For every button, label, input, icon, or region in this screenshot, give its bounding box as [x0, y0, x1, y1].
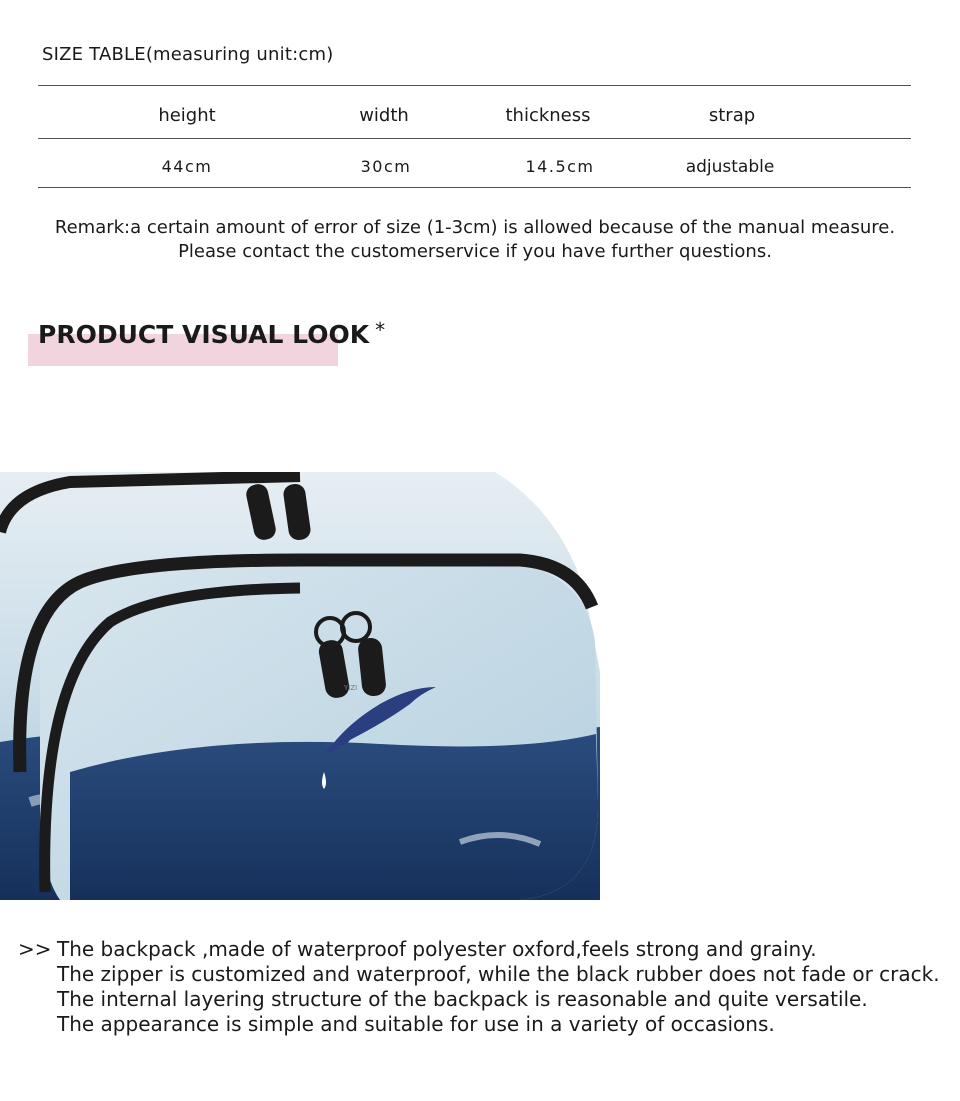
remark-line-1: Remark:a certain amount of error of size (1-3cm) is allowed because of the manual measure. — [54, 217, 896, 238]
description-bullet: >> — [18, 937, 52, 961]
table-rule-top — [38, 85, 911, 86]
description-line-1: The backpack ,made of waterproof polyester oxford,feels strong and grainy. — [57, 937, 817, 961]
asterisk-mark: * — [375, 318, 386, 342]
value-height: 44cm — [161, 157, 213, 176]
description-block — [18, 937, 940, 1037]
value-strap: adjustable — [685, 157, 775, 177]
header-width: width — [359, 105, 409, 126]
backpack-photo — [0, 472, 600, 900]
description-line-4: The appearance is simple and suitable for use in a variety of occasions. — [57, 1012, 775, 1036]
header-height: height — [158, 105, 216, 126]
size-table-title: SIZE TABLE(measuring unit:cm) — [42, 44, 334, 65]
remark-line-2: Please contact the customerservice if you have further questions. — [178, 241, 772, 262]
description-line-2: The zipper is customized and waterproof, while the black rubber does not fade or crack. — [57, 962, 940, 986]
table-rule-middle — [38, 138, 911, 139]
zipper-tag-label: YIZI — [344, 684, 358, 692]
table-rule-bottom — [38, 187, 911, 188]
header-strap: strap — [708, 105, 756, 126]
description-line-3: The internal layering structure of the backpack is reasonable and quite versatile. — [57, 987, 868, 1011]
section-heading — [38, 318, 385, 349]
header-thickness: thickness — [505, 105, 591, 126]
value-width: 30cm — [360, 157, 412, 176]
value-thickness: 14.5cm — [525, 157, 595, 176]
section-heading-text: PRODUCT VISUAL LOOK — [38, 320, 370, 349]
